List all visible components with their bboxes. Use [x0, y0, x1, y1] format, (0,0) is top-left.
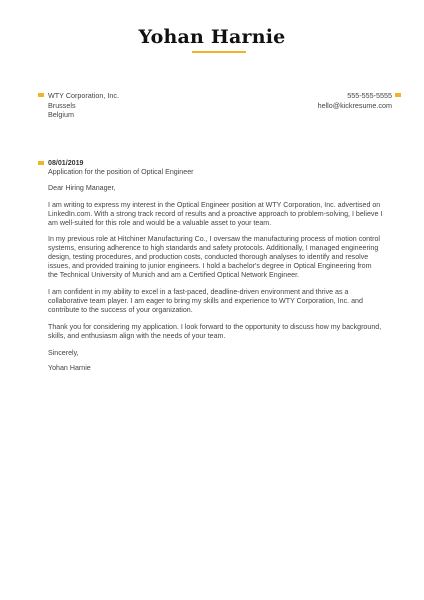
applicant-name: Yohan Harnie	[138, 26, 286, 48]
letter-paragraph: I am writing to express my interest in the Optical Engineer position at WTY Corporation, Inc. advertised on LinkedIn.com. With a strong track record of results and a proactive approach to problem-solving, I believe I am well-suited for this role and would be a valuable asset to your team.	[48, 200, 383, 227]
contact-marker-icon	[395, 93, 401, 97]
sender-phone: 555-555-5555	[347, 91, 392, 100]
recipient-city: Brussels	[48, 100, 76, 110]
recipient-marker-icon	[38, 93, 44, 97]
letter-closing: Sincerely,	[48, 348, 79, 357]
sender-contact	[318, 91, 392, 110]
recipient-company: WTY Corporation, Inc.	[48, 91, 119, 100]
date-marker-icon	[38, 161, 44, 165]
letter-signature: Yohan Harnie	[48, 364, 91, 373]
name-underline	[192, 51, 246, 53]
letter-paragraph: I am confident in my ability to excel in a fast-paced, deadline-driven environment and thrive as a collaborative team player. I am eager to bring my skills and experience to WTY Corporation, Inc. and contribute to the success of your organization.	[48, 287, 363, 314]
recipient-country: Belgium	[48, 110, 74, 119]
letter-paragraph: In my previous role at Hitchiner Manufacturing Co., I oversaw the manufacturing process of motion control systems, ensuring adherence to high standards and safety protocols. Additionally, I managed engineering design, testing procedures, and production costs, conducted thorough analyses to identify and resolve issues, and provided training to junior engineers. I hold a bachelor's degree in Optical Engineering from the Technical University of Munich and am a Certified Optical Network Engineer.	[48, 235, 380, 280]
sender-email: hello@kickresume.com	[317, 100, 392, 110]
letter-greeting: Dear Hiring Manager,	[48, 183, 116, 192]
letter-body	[48, 159, 383, 373]
letter-date: 08/01/2019	[48, 159, 84, 167]
recipient-address	[48, 91, 119, 120]
letter-subject: Application for the position of Optical Engineer	[48, 167, 194, 176]
letter-paragraph: Thank you for considering my application. I look forward to the opportunity to discuss how my background, skills, and enthusiasm align with the needs of your team.	[48, 322, 382, 340]
